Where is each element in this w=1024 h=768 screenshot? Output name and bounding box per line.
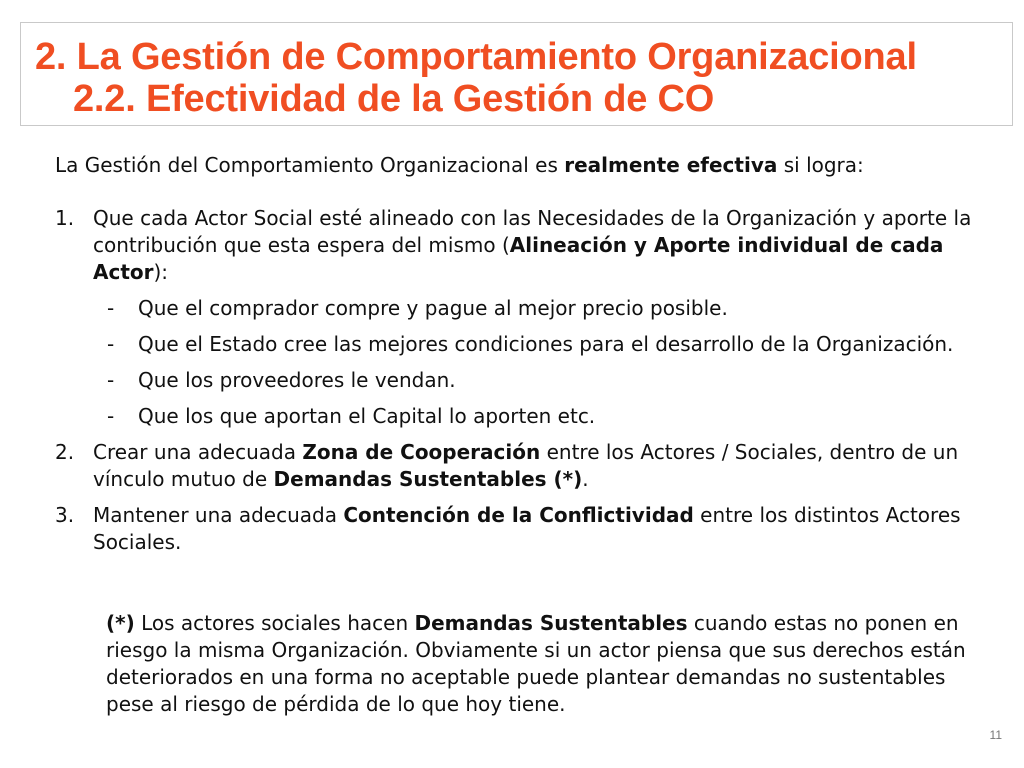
item-bold: Demandas Sustentables (*)	[273, 467, 583, 491]
list-item-3	[55, 502, 975, 556]
sub-item	[55, 367, 975, 394]
item-text: entre los Actores / Sociales, dentro de un vínculo mutuo de	[93, 440, 959, 491]
sub-item-dash: -	[107, 296, 115, 320]
item-text: Que cada Actor Social esté alineado con las Necesidades de la Organización y aporte la contribución que esta espera del mismo (	[93, 206, 972, 257]
list-item-1	[55, 205, 975, 430]
intro-prefix: La Gestión del Comportamiento Organizacional es	[55, 153, 565, 177]
slide-subtitle: 2.2. Efectividad de la Gestión de CO	[73, 78, 715, 120]
item-text: entre los distintos Actores Sociales.	[93, 503, 961, 554]
sub-item-text: Que los proveedores le vendan.	[138, 368, 456, 392]
item-text: Crear una adecuada	[93, 440, 303, 464]
sub-item-text: Que el Estado cree las mejores condiciones para el desarrollo de la Organización.	[138, 332, 954, 356]
list-item-2	[55, 439, 975, 493]
item-text: .	[582, 467, 589, 491]
footnote-bold: Demandas Sustentables	[414, 611, 688, 635]
sub-item-text: Que el comprador compre y pague al mejor precio posible.	[138, 296, 728, 320]
list-number: 1.	[55, 206, 75, 230]
footnote-text: Los actores sociales hacen	[134, 611, 415, 635]
list-number: 3.	[55, 503, 75, 527]
item-text: ):	[153, 260, 169, 284]
intro-suffix: si logra:	[777, 153, 864, 177]
intro-bold: realmente efectiva	[564, 153, 778, 177]
item-bold: Contención de la Conflictividad	[343, 503, 694, 527]
footnote	[106, 610, 986, 718]
sub-item-dash: -	[107, 332, 115, 356]
numbered-list	[55, 205, 975, 565]
sub-item-dash: -	[107, 368, 115, 392]
list-number: 2.	[55, 440, 75, 464]
item-bold: Alineación y Aporte individual de cada Actor	[93, 233, 944, 284]
footnote-marker: (*)	[106, 611, 135, 635]
sub-item	[55, 331, 975, 358]
sub-item-dash: -	[107, 404, 115, 428]
sub-item	[55, 295, 975, 322]
page-number: 11	[989, 728, 1002, 742]
sub-item-text: Que los que aportan el Capital lo aporten etc.	[138, 404, 596, 428]
item-bold: Zona de Cooperación	[302, 440, 541, 464]
footnote-text: cuando estas no ponen en riesgo la misma Organización. Obviamente si un actor piensa que sus derechos están deteriorados en una forma no aceptable puede plantear demandas no sustentables pese al riesgo de pérdida de lo que hoy tiene.	[106, 611, 966, 716]
title-box	[20, 22, 1013, 126]
intro-paragraph	[55, 152, 864, 179]
slide-title: 2. La Gestión de Comportamiento Organizacional	[35, 36, 917, 78]
sub-item	[55, 403, 975, 430]
item-text: Mantener una adecuada	[93, 503, 344, 527]
